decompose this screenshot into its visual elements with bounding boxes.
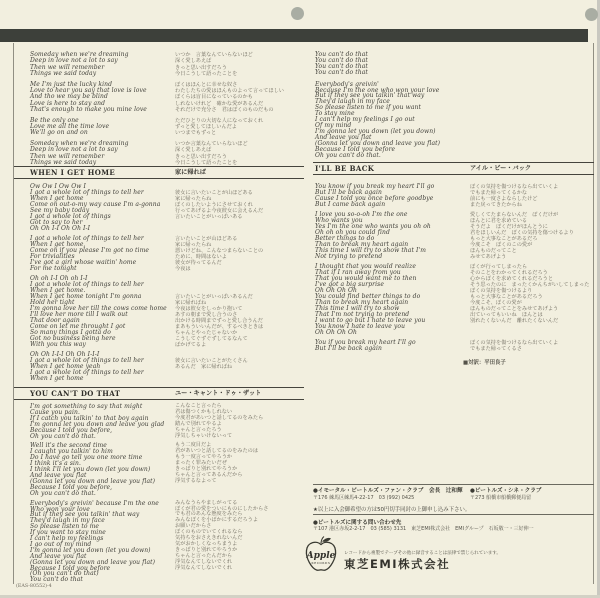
song-header-you-cant-do-that — [14, 387, 304, 400]
lyric-line: They'd laugh in my face — [315, 98, 390, 106]
lyric-line: 前にも一度さよならしたけど — [470, 196, 538, 202]
lyric-line: 言いたいことがいっぱいあるんだ — [175, 294, 253, 300]
lyric-line: Oh Oh I-I Oh Oh I-I — [30, 225, 91, 232]
lyric-line: 君をほしいんだ ぼくの気持を傷つけるより — [470, 230, 574, 236]
lyric-line: Than to break my heart again — [315, 299, 409, 306]
lyric-line: ちゃんと言ったろう — [175, 426, 222, 433]
lyric-line: あるんだ 家に帰ればね — [175, 364, 233, 370]
lyric-line: 今日こうして語ったことを — [175, 160, 238, 167]
lyric-line: まったく罪みたいだぜ — [175, 460, 227, 467]
lyric-line: きっぱりと別れてやろうか — [175, 466, 238, 473]
lyric-line: I've got a big surprise — [315, 281, 384, 288]
lyric-line: そのことをわかってくれるだろう — [470, 270, 548, 276]
lyric-line: But I'll be back again — [315, 189, 382, 196]
footer-rule-middle — [313, 514, 594, 515]
verse-ja — [175, 501, 307, 572]
lyric-line: Be the only one — [30, 116, 79, 124]
verse — [315, 212, 591, 260]
lyric-line: Someday when we're dreaming — [30, 51, 129, 58]
border-rule-left — [13, 43, 14, 584]
lyric-line: I think I'll let you down (let you down) — [30, 466, 151, 474]
lyric-line: Me I'm just the lucky kind — [30, 80, 113, 88]
lyric-line: You can't do that — [315, 62, 368, 70]
song-when-i-get-home — [30, 184, 306, 386]
lyric-line: Oh Oh I-I-I Oh Oh I-I-I — [30, 351, 100, 358]
lyric-line: Cause you pain. — [30, 408, 80, 416]
lyric-line: 気がおかしくなっちまうよ — [175, 540, 238, 547]
lyric-line: Come on out-o-my way cause I'm a-gonna — [30, 201, 161, 208]
lyric-line: ちゃんと言ってあるんだから — [175, 471, 243, 478]
lyric-line: もっと大事なことがあるだろう — [470, 294, 543, 300]
verse-ja — [470, 212, 600, 260]
lyric-line: しれないけれど 確かな愛があるんだ — [175, 100, 264, 107]
lyric-line: I love you so-o-oh I'm the one — [315, 211, 408, 218]
lyric-line: You if you break my heart I'll go — [315, 339, 416, 346]
lyric-line: 家に帰ったらね — [175, 196, 212, 202]
fan-club-name: ●ビートルズ・シネ・クラブ — [470, 488, 542, 494]
translation-credit: ■対訳：平田良子 — [463, 360, 506, 366]
lyric-line: Who won your love — [30, 505, 90, 513]
lyric-line: 今夜は — [175, 266, 191, 272]
lyric-line: (Gonna let you down and leave you flat) — [315, 139, 441, 147]
lyric-line: Hold her tight — [30, 299, 75, 306]
lyric-line: 気持ちをおさえきれないんだ — [175, 535, 243, 542]
lyric-line: みんなうらやましがってる — [175, 499, 238, 506]
lyric-line: ちゃんとやったじゃないか — [175, 330, 238, 336]
lyric-line: いつか 言葉なんていらないほど — [175, 52, 253, 58]
song-title-en: I'LL BE BACK — [315, 164, 375, 173]
song-title-en: WHEN I GET HOME — [30, 168, 116, 177]
song-things-we-said-today — [30, 52, 306, 171]
catalog-number: (EAS-80552)-4 — [16, 584, 52, 589]
lyric-line: 今夜は彼女をしっかり抱いて — [175, 306, 243, 312]
lyric-line: And leave you flat — [315, 133, 372, 141]
lyric-line: Because I'm the one who won your love — [315, 86, 440, 94]
verse-ja — [175, 118, 307, 137]
lyric-line: もう一度言ってやろうか — [175, 454, 233, 461]
lyric-line: I got a whole lot of things to tell her — [30, 281, 144, 288]
lyric-line: 今度こそ ぼくのこの愛が — [470, 242, 533, 248]
lyric-line: こうしてぐずぐずしてるなんて — [175, 336, 248, 342]
lyric-line: But if they see you talkin' that way — [30, 511, 140, 519]
lyric-line: Things we said today — [30, 70, 97, 78]
lyric-line: こんなこと言ったら — [175, 403, 222, 409]
verse-ja — [175, 141, 307, 167]
apple-icon — [302, 535, 340, 575]
copyright-notice: レコードから複製でテープその他に録音することは法律で禁じられています。 — [344, 551, 501, 556]
lyric-line: You know I hate to leave you — [315, 323, 406, 330]
verse-ja — [470, 264, 600, 324]
lyric-line: Better things to do — [315, 235, 375, 242]
lyric-line: ぼくらは盲目になっているのかも — [175, 94, 253, 101]
lyric-line: I've got a girl whose waitin' home — [30, 259, 137, 266]
lyric-line: お願いだからさ — [175, 523, 212, 530]
fan-club-immortal-beatles — [313, 488, 463, 502]
apple-logo-word: Apple — [306, 551, 336, 561]
lyric-line: You could find better things to do — [315, 293, 421, 300]
lyric-line: When I get home — [30, 375, 84, 382]
lyric-line: Everybody's greivin' because I'm the one — [30, 499, 159, 507]
lyric-line: Then we will remember — [30, 63, 105, 71]
lyric-line: 言いたいことが山ほどある — [175, 236, 238, 242]
lyric-line: いつか言葉なんていらないほど — [175, 140, 248, 147]
lyric-line: When I get home — [30, 195, 84, 202]
lyric-line: ぼくの気持を傷つけるより — [470, 288, 533, 294]
lyric-line: Come on let me throught I got — [30, 323, 126, 330]
verse — [315, 52, 591, 76]
lyric-line: 彼女が待ってるんだ — [175, 260, 222, 266]
lyric-line: そう思ったのに まったくかんちがいしてしまった — [470, 282, 590, 288]
membership-note: ★以上に入会御希望の方は50円切手同封の上御申し込み下さい。 — [313, 507, 471, 513]
lyric-line: I'll love her more till I walk out — [30, 311, 128, 318]
lyric-line: でもまた帰ってくるさ — [470, 346, 522, 352]
lyric-line: きっと思い出すだろう — [175, 64, 227, 71]
song-title-ja: 家に帰れば — [175, 169, 206, 176]
lyric-line: Of my mind — [315, 121, 352, 129]
lyric-line: 家に帰ればね — [175, 300, 207, 306]
lyric-line: 愛しくてたまらないんだ ぼくだけが — [470, 212, 559, 218]
punch-hole-left — [291, 7, 304, 20]
lyric-line: ちゃんと言ったんだから — [175, 552, 233, 559]
lyric-line: 深く愛しあえば — [175, 58, 212, 65]
lyric-line: I'm gonna let you down (let you down) — [315, 127, 436, 135]
lyric-line: 浮気なんてしないでくれ — [175, 558, 233, 565]
lyric-line: We'll go on and on — [30, 129, 88, 137]
verse — [30, 352, 306, 382]
lyric-line: Who wants you — [315, 217, 363, 224]
lyric-line: 出かける時間までずっと愛し合うんだ — [175, 318, 263, 324]
lyric-line: 出ていってもいいね ほんとは — [470, 312, 543, 318]
lyric-line: When I get home yeah — [30, 363, 101, 370]
lyric-line: But if they see you talkin' that way — [315, 92, 425, 100]
lyric-line: I can't help my feelings — [30, 535, 104, 543]
lyric-line: You can't do that — [30, 576, 83, 584]
verse-ja — [175, 443, 307, 484]
lyric-line: Cause I told you once before goodbye — [315, 195, 434, 202]
lyric-line: (Gonna let you down and leave you flat) — [30, 477, 156, 485]
verse — [30, 118, 306, 137]
lyric-line: Because I told you before, — [30, 426, 113, 434]
verse — [30, 184, 306, 232]
verse-ja — [175, 52, 307, 78]
lyric-line: I'm gonna love her till the cows come home — [30, 305, 167, 312]
lyric-line: To stay mine — [315, 110, 355, 118]
song-title-en: YOU CAN'T DO THAT — [30, 389, 121, 398]
verse-ja — [175, 236, 307, 272]
lyric-line: ぼくが行ってしまったら — [470, 264, 528, 270]
verse-ja — [175, 294, 307, 348]
lyric-line: This time I will try to show that I'm — [315, 247, 427, 254]
fan-club-address: 〒273 船橋市船橋郵便局留 — [470, 495, 532, 501]
lyric-line: Oh you can't do that. — [30, 489, 96, 497]
lyric-line: 今度こそ、ぼくの愛が — [470, 300, 522, 306]
song-you-cant-do-that-continued — [315, 52, 591, 164]
lyric-line: I'm got something to say that might — [30, 403, 143, 410]
lyric-line: 行ってあげるよ今夜彼女に会えるんだ — [175, 208, 264, 214]
lyric-line: 君があいつと話してるのをみたのは — [175, 448, 259, 455]
lyric-line: 踏んで別れてやるよ — [175, 420, 222, 427]
lyric-line: 家に帰ったらね — [175, 242, 212, 248]
lyric-line: みんなぼくを小ばかにするだろうよ — [175, 517, 259, 524]
lyric-line: I got a whole lot of things — [30, 213, 111, 220]
lyric-line: (Gonna let you down and leave you flat) — [30, 558, 156, 566]
song-ill-be-back — [315, 184, 591, 356]
lyric-line: I want to go but I hate to leave you — [315, 317, 426, 324]
lyric-line: With you this way — [30, 341, 86, 348]
lyric-line: Because I told you before, — [30, 483, 113, 491]
lyric-line: I got a whole lot of things to tell her — [30, 189, 144, 196]
lyric-line: きっぱりと別れてやろうか — [175, 546, 238, 553]
lyric-line: You can't do that — [315, 51, 368, 58]
lyric-line: When I get home. — [30, 287, 86, 294]
lyric-line: (Oh you can't do that) — [30, 570, 99, 578]
lyric-line: いつまでもずっと — [175, 130, 217, 137]
lyric-line: Love is here to stay and — [30, 99, 106, 107]
lyric-line: I got a whole lot of things to tell her — [30, 369, 144, 376]
lyric-line: So please listen to me if you want — [315, 104, 421, 112]
lyric-line: See my baby today — [30, 207, 90, 214]
song-title-ja: ユー・キャント・ドゥ・ザット — [175, 390, 262, 397]
inquiry-heading: ●ビートルズに関する問い合わせ先 — [313, 520, 402, 526]
lyric-line: もっと大事なことがあるだろ — [470, 236, 538, 242]
fan-club-name: ●イモータル・ビートルズ・ファン・クラブ 会長 辻和輝 — [313, 488, 463, 494]
lyric-line: I got a whole lot of things to tell her — [30, 357, 144, 364]
lyric-line: ために、時間はないよ — [175, 254, 227, 260]
song-you-cant-do-that — [30, 404, 306, 587]
lyric-line: Oh you can't do that. — [315, 151, 381, 159]
verse — [30, 141, 306, 167]
lyric-line: 別れたくないんだ 離れたくないんだ — [470, 318, 559, 324]
lyric-line: When I get home, — [30, 241, 86, 248]
lyric-line: And leave you flat — [30, 471, 87, 479]
fan-club-address: 〒176 練馬区練馬4-22-17 03 (992) 0425 — [313, 495, 415, 501]
lyric-line: I caught you talkin' to him — [30, 448, 113, 456]
lyric-line: ぼくのものでいてくれるなら — [175, 529, 243, 536]
lyric-line: I'm gonna let you down and leave you glad — [30, 420, 165, 428]
lyric-line: You can't do that — [315, 56, 368, 64]
lyric-line: 彼女に言いたいことが山ほどある — [175, 190, 253, 196]
verse — [30, 236, 306, 272]
lyric-line: ずっと愛してほしいんだよ — [175, 124, 237, 131]
lyric-line: Oh Oh Oh Oh — [315, 287, 357, 294]
song-header-ill-be-back — [313, 162, 594, 175]
lyric-line: 浮気なんてしないでくれ — [175, 564, 233, 571]
lyric-line: That you would want me to then — [315, 275, 417, 282]
lyric-line: I thought that you would realize — [315, 263, 417, 270]
verse-ja — [175, 404, 307, 439]
verse — [30, 82, 306, 114]
verse — [315, 340, 591, 352]
verse-ja — [175, 358, 307, 370]
lyric-line: So please listen to me — [30, 523, 100, 531]
verse-en — [315, 52, 591, 76]
company-name: 東芝EMI株式会社 — [344, 557, 451, 571]
lyric-line: また戻ってきたからね — [470, 202, 522, 208]
lyric-line: でもまた帰ってくるかな — [470, 190, 528, 196]
lyric-line: もう二度目だよ — [175, 442, 212, 449]
verse-en — [315, 82, 591, 159]
footer-rule-top — [313, 484, 594, 485]
lyric-line: Than to break my heart again — [315, 241, 409, 248]
lyric-line: I go out of my mind — [30, 540, 92, 548]
lyric-line: Someday when we're dreaming — [30, 139, 129, 147]
lyric-line: ぼくが君の愛をついにものにしたからさ — [175, 505, 269, 512]
lyric-line: I think it's a sin. — [30, 460, 81, 468]
lyric-line: For trivialities — [30, 253, 75, 260]
verse — [30, 276, 306, 348]
lyric-line: So many things I gotta do — [30, 329, 111, 336]
lyric-line: ただひとりの大切な人になっておくれ — [175, 117, 264, 124]
lyric-line: I can't help my feelings I go out — [315, 116, 415, 124]
verse — [315, 184, 591, 208]
lyric-line: Deep in love not a lot to say — [30, 146, 118, 154]
lyric-line: I got a whole lot of things to tell her — [30, 235, 144, 242]
lyric-line: あすの朝まで愛し合うのさ — [175, 312, 238, 318]
verse — [30, 404, 306, 439]
lyric-line: 君は傷つくかもしれない — [175, 408, 233, 415]
lyric-line: ほんものだってことをみせてあげよう — [470, 306, 559, 312]
lyric-line: Come on if you please I'm got no time — [30, 247, 150, 254]
lyric-line: Everybody's greivin' — [315, 80, 379, 88]
lyric-line: Love me all the time love — [30, 123, 110, 131]
verse — [315, 82, 591, 159]
lyric-line: Because I told you before — [30, 564, 111, 572]
lyric-line: Oh Oh Oh Oh — [315, 329, 357, 336]
lyric-line: They'd laugh in my face — [30, 517, 105, 525]
lyric-line: 浮気しちゃいけないって — [175, 432, 233, 439]
punch-hole-right — [585, 8, 598, 21]
lyric-line: みせてあげよう — [470, 254, 507, 260]
lyric-line: でも君のあんな態度をみたら — [175, 511, 243, 518]
lyric-line: This time I will try to show — [315, 305, 400, 312]
lyric-line: If I catch you talkin' to that boy again — [30, 414, 149, 422]
lyric-line: That door again — [30, 317, 80, 324]
lyric-line: I'm gonna let you down (let you down) — [30, 546, 151, 554]
lyric-line: Because I told you before — [315, 145, 396, 153]
lyric-line: If you want to stay mine — [30, 529, 106, 537]
song-title-ja: アイル・ビー・バック — [470, 165, 532, 172]
lyric-line: ぼくはほんとに幸せな奴さ — [175, 81, 238, 88]
lyric-line: That if I ran away from you — [315, 269, 401, 276]
lyric-line: Not trying to pretend — [315, 253, 383, 260]
verse — [30, 52, 306, 78]
fan-club-beatles-cine — [470, 488, 541, 502]
lyric-line: For me tonight — [30, 265, 77, 272]
lyric-line: But I came back again — [315, 201, 386, 208]
lyric-line: きっと思い出すだろう — [175, 153, 227, 160]
verse — [315, 264, 591, 336]
lyric-line: Love to hear you say that love is love — [30, 87, 147, 95]
lyric-line: ばかげてるよ — [175, 342, 207, 348]
lyric-line: But I'll be back again — [315, 345, 382, 352]
verse-ja — [175, 190, 307, 220]
lyric-line: ぼくのしたいようにさせておくれ — [175, 202, 253, 208]
verse-ja — [470, 340, 600, 352]
song-header-when-i-get-home — [14, 166, 304, 179]
lyric-line: Oh you can't do that. — [30, 432, 96, 440]
lyric-line: 今度君があいつと話してるのをみたら — [175, 414, 264, 421]
lyric-line: 今日こうして語ったことを — [175, 71, 238, 78]
apple-logo-sub: RECORDS — [311, 561, 331, 565]
inquiry-address: 〒107 港区赤坂2-2-17 03 (585) 3131 東芝EMI株式会社 EMIグループ 石坂敬一・三好伸一 — [313, 526, 534, 532]
lyric-line: You know if you break my heart I'll go — [315, 183, 435, 190]
lyric-line: Things we said today — [30, 159, 97, 167]
lyric-line: 彼女に言いたいことがたくさん — [175, 358, 248, 364]
lyric-line: Yes I'm the one who wants you oh oh — [315, 223, 431, 230]
lyric-line: わたしたちの愛はほんものよって言ってほしい — [175, 88, 284, 95]
lyric-line: まあもういいんだが、するべきときは — [175, 324, 264, 330]
lyric-line: Ow Ow I Ow Ow I — [30, 183, 86, 190]
verse-ja — [470, 184, 600, 208]
lyric-line: ぼくの気持を傷つけるなら出ていくよ — [470, 340, 559, 346]
lyric-line: That I'm not trying to pretend — [315, 311, 410, 318]
lyric-line: Oh oh oh you could find — [315, 229, 390, 236]
lyric-line: 悪いけどね、こんなつまらないことの — [175, 248, 264, 254]
verse — [30, 443, 306, 496]
lyric-line: ほんとに君を求めている — [470, 218, 528, 224]
lyric-line: ぼくの気持を傷つけるなら出ていくよ — [470, 184, 559, 190]
lyric-line: Deep in love not a lot to say — [30, 57, 118, 65]
lyric-line: Then we will remember — [30, 152, 105, 160]
apple-records-logo — [302, 535, 340, 579]
lyric-line: When I get home tonight I'm gonna — [30, 293, 142, 300]
lyric-line: And tho we may be blind — [30, 93, 108, 101]
top-dark-bar — [0, 29, 588, 42]
lyric-line: You can't do that — [315, 68, 368, 76]
lyric-line: 言いたいことがいっぱいある — [175, 214, 243, 220]
lyric-line: That's enough to make you mine love — [30, 106, 147, 114]
lyric-line: それだけで充分さ 君はぼくのものだもの — [175, 107, 274, 114]
verse-ja — [175, 82, 307, 114]
verse — [30, 501, 306, 584]
lyric-line: Do I have go tell you one more time — [30, 454, 143, 462]
lyric-line: And leave you flat — [30, 552, 87, 560]
lyric-line: 深く愛しあえば — [175, 147, 212, 154]
lyric-line: Got no business being here — [30, 335, 116, 342]
lyric-line: Got to say to her — [30, 219, 83, 226]
lyric-line: Oh oh I-I Oh oh I-I — [30, 275, 88, 282]
lyric-line: Well it's the second time — [30, 442, 107, 450]
lyric-line: ほんものだってこと — [470, 248, 517, 254]
lyric-line: 浮気するなよって — [175, 477, 217, 484]
lyric-line: そうだよ ぼくだけがほんとうに — [470, 224, 548, 230]
lyric-line: 心からぼくを求めてくれるだろうと — [470, 276, 554, 282]
